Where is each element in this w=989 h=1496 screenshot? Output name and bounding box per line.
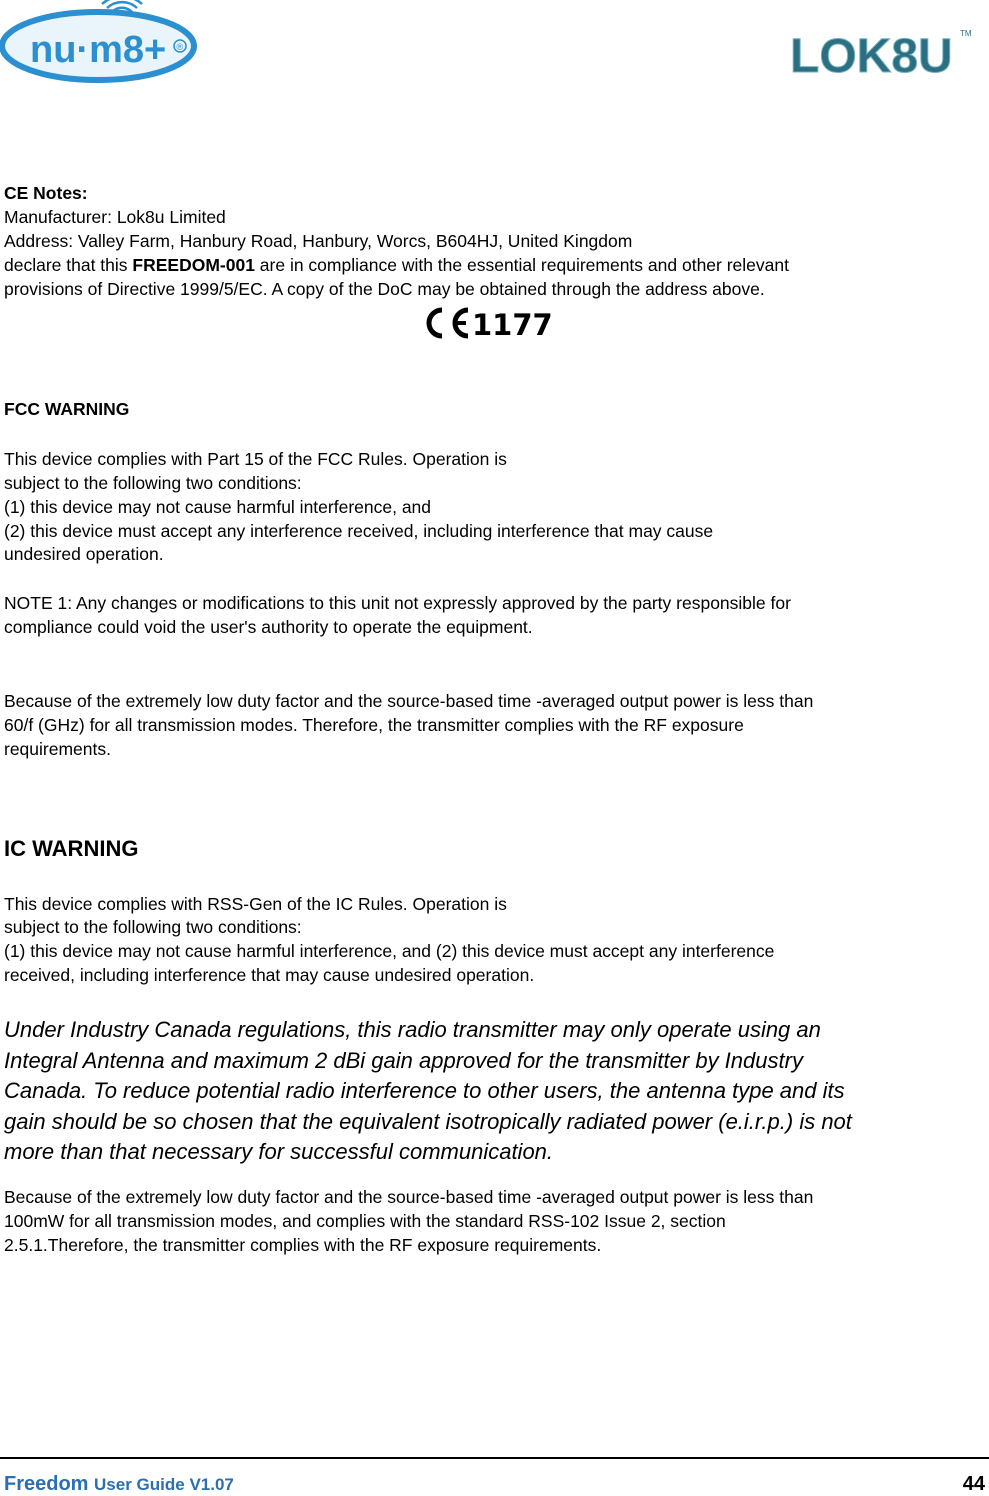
footer-divider <box>0 1457 989 1459</box>
address-line: Address: Valley Farm, Hanbury Road, Hanbury, Worcs, B604HJ, United Kingdom <box>4 231 633 251</box>
ic-italic-line: Integral Antenna and maximum 2 dBi gain approved for the transmitter by Industry <box>4 1047 803 1073</box>
svg-text:®: ® <box>176 42 184 52</box>
ic-regulation-paragraph <box>4 1015 852 1168</box>
fcc-note-line: compliance could void the user's authority to operate the equipment. <box>4 617 533 637</box>
fcc-rf-line: requirements. <box>4 739 111 759</box>
svg-text:LOK8U: LOK8U <box>790 30 953 83</box>
provisions-line: provisions of Directive 1999/5/EC. A copy of the DoC may be obtained through the address above. <box>4 279 765 299</box>
fcc-note-line: NOTE 1: Any changes or modifications to this unit not expressly approved by the party responsible for <box>4 593 791 613</box>
manufacturer-line: Manufacturer: Lok8u Limited <box>4 207 226 227</box>
lok8u-logo <box>786 14 972 96</box>
ic-rf-line: 2.5.1.Therefore, the transmitter complies with the RF exposure requirements. <box>4 1235 602 1255</box>
fcc-heading: FCC WARNING <box>4 399 130 419</box>
product-name: FREEDOM-001 <box>132 255 255 275</box>
svg-text:nu·m8+: nu·m8+ <box>30 29 167 71</box>
ic-line: (1) this device may not cause harmful interference, and (2) this device must accept any interference <box>4 941 775 961</box>
ic-italic-line: gain should be so chosen that the equivalent isotropically radiated power (e.i.r.p.) is not <box>4 1108 852 1134</box>
svg-text:TM: TM <box>960 29 972 38</box>
ic-heading: IC WARNING <box>4 836 139 861</box>
ic-italic-line: more than that necessary for successful communication. <box>4 1139 554 1164</box>
fcc-rf-line: 60/f (GHz) for all transmission modes. Therefore, the transmitter complies with the RF exposure <box>4 715 744 735</box>
ic-line: subject to the following two conditions: <box>4 917 302 937</box>
fcc-line: undesired operation. <box>4 544 164 564</box>
footer-brand: Freedom <box>4 1473 89 1495</box>
ce-notes-heading: CE Notes: <box>4 183 88 203</box>
ic-line: This device complies with RSS-Gen of the IC Rules. Operation is <box>4 894 507 914</box>
svg-text:1177: 1177 <box>472 308 553 342</box>
declaration-prefix: declare that this <box>4 255 133 275</box>
fcc-line: This device complies with Part 15 of the FCC Rules. Operation is <box>4 449 507 469</box>
numate-logo <box>0 0 200 86</box>
footer-guide-version: User Guide V1.07 <box>94 1475 234 1494</box>
fcc-line: (2) this device must accept any interference received, including interference that may cause <box>4 521 714 541</box>
ic-rf-line: 100mW for all transmission modes, and complies with the standard RSS-102 Issue 2, section <box>4 1211 726 1231</box>
ic-italic-line: Canada. To reduce potential radio interference to other users, the antenna type and its <box>4 1078 845 1103</box>
fcc-line: (1) this device may not cause harmful interference, and <box>4 497 432 517</box>
declaration-suffix: are in compliance with the essential requirements and other relevant <box>254 255 789 275</box>
ic-rf-line: Because of the extremely low duty factor and the source-based time -averaged output power is less than <box>4 1187 814 1207</box>
ce-mark-icon <box>420 304 560 342</box>
page-number: 44 <box>962 1473 985 1495</box>
fcc-line: subject to the following two conditions: <box>4 473 302 493</box>
fcc-rf-line: Because of the extremely low duty factor and the source-based time -averaged output power is less than <box>4 691 814 711</box>
ic-line: received, including interference that may cause undesired operation. <box>4 965 535 985</box>
declaration-line <box>4 254 789 278</box>
ic-italic-line: Under Industry Canada regulations, this radio transmitter may only operate using an <box>4 1017 821 1042</box>
